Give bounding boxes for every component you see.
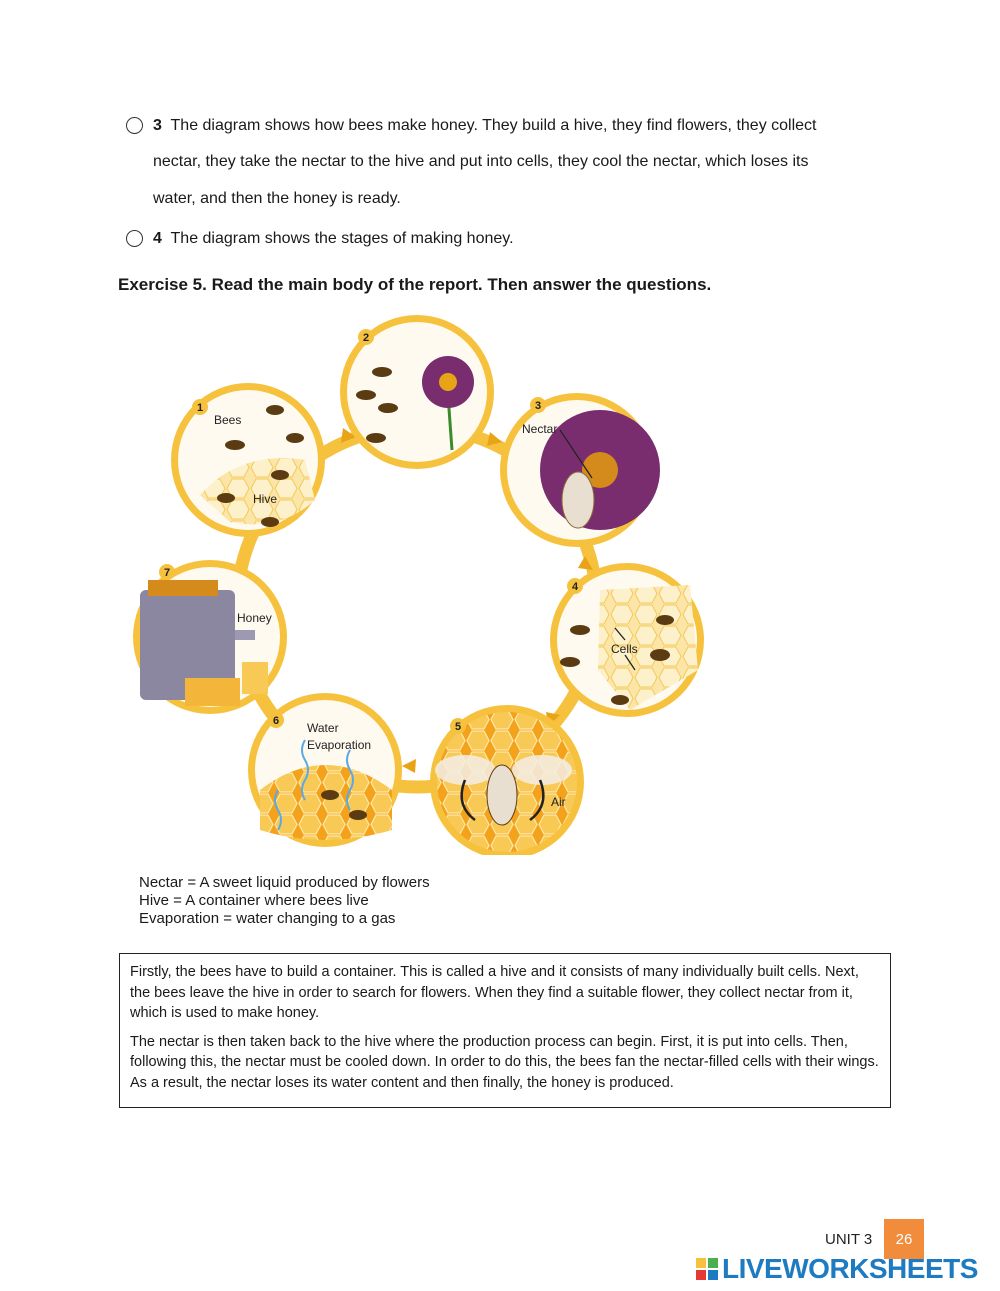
unit-label: UNIT 3: [825, 1231, 873, 1248]
bee-icon: [570, 625, 590, 635]
bee-icon: [271, 470, 289, 480]
bee-icon: [487, 765, 517, 825]
stage-1-label-hive: Hive: [253, 492, 278, 506]
option-4-line-1: The diagram shows the stages of making honey.: [170, 230, 514, 247]
stage-7-number: 7: [163, 567, 171, 579]
report-paragraph-1: Firstly, the bees have to build a container. This is called a hive and it consists of many individually built cells. Next, the bees leave the hive in order to search for flowers. When they find a suitable flower, they collect nectar from it, which is used to make honey.: [130, 964, 859, 1021]
bee-icon: [611, 695, 629, 705]
stage-3-number: 3: [534, 400, 542, 412]
stage-4-label-cells: Cells: [611, 642, 638, 656]
liveworksheets-logo-icon: [696, 1258, 718, 1280]
stage-4-number: 4: [571, 581, 579, 593]
stage-1-label-bees: Bees: [214, 413, 242, 427]
stage-3-nectar: [500, 393, 660, 547]
report-paragraph-2: The nectar is then taken back to the hive where the production process can begin. First, it is put into cells. Then, following this, the nectar must be cooled down. In order to do this, the bees fan the nectar-filled cells with their wings. As a result, the nectar loses its water content and then finally, the honey is produced.: [130, 1033, 879, 1091]
bee-icon: [261, 517, 279, 527]
stage-6-label-water: Water: [307, 721, 339, 735]
stage-5-label-air: Air: [551, 795, 566, 809]
report-box: [119, 953, 891, 1108]
stage-1-bees-hive: [171, 383, 325, 537]
flower-icon: [422, 356, 474, 408]
stage-7-honey: [133, 560, 287, 714]
option-4-radio[interactable]: [126, 230, 143, 247]
stage-5-number: 5: [454, 721, 462, 733]
option-3-line-1: The diagram shows how bees make honey. They build a hive, they find flowers, they collect: [170, 117, 817, 134]
honey-process-diagram: [130, 310, 710, 855]
stage-6-number: 6: [272, 715, 280, 727]
bee-icon: [225, 440, 245, 450]
stage-3-label-nectar: Nectar: [522, 422, 558, 436]
honey-jar-icon: [242, 662, 268, 694]
stage-6-label-evaporation: Evaporation: [307, 738, 372, 752]
option-3-line-2: nectar, they take the nectar to the hive and put into cells, they cool the nectar, which loses its: [153, 153, 809, 170]
bee-icon: [560, 657, 580, 667]
bee-icon: [378, 403, 398, 413]
bee-icon: [650, 649, 670, 661]
stage-2-flowers: [340, 315, 494, 469]
bee-icon: [366, 433, 386, 443]
glossary-hive: Hive = A container where bees live: [139, 892, 369, 909]
glossary-evaporation: Evaporation = water changing to a gas: [139, 910, 396, 927]
stage-1-number: 1: [196, 402, 204, 414]
bee-icon: [372, 367, 392, 377]
stage-2-number: 2: [362, 332, 370, 344]
stage-5-air: [430, 705, 584, 855]
stage-7-label-honey: Honey: [237, 611, 272, 625]
option-3-radio[interactable]: [126, 117, 143, 134]
honey-jar-icon: [185, 678, 240, 706]
stage-6-evaporation: [248, 693, 402, 847]
bee-icon: [656, 615, 674, 625]
bee-icon: [356, 390, 376, 400]
exercise-heading: Exercise 5. Read the main body of the report. Then answer the questions.: [118, 275, 712, 294]
option-4-number: 4: [153, 230, 162, 247]
glossary-nectar: Nectar = A sweet liquid produced by flowers: [139, 874, 430, 891]
stage-4-cells: [550, 563, 704, 717]
bee-icon: [286, 433, 304, 443]
brand-name: LIVEWORKSHEETS: [722, 1253, 978, 1284]
bee-icon: [321, 790, 339, 800]
bee-icon: [562, 472, 594, 528]
option-3-number: 3: [153, 117, 162, 134]
flower-icon: [540, 410, 660, 530]
bee-icon: [266, 405, 284, 415]
bee-icon: [217, 493, 235, 503]
page-number: 26: [884, 1219, 924, 1259]
liveworksheets-brand: [696, 1254, 978, 1284]
bee-icon: [349, 810, 367, 820]
option-3-line-3: water, and then the honey is ready.: [153, 190, 401, 207]
